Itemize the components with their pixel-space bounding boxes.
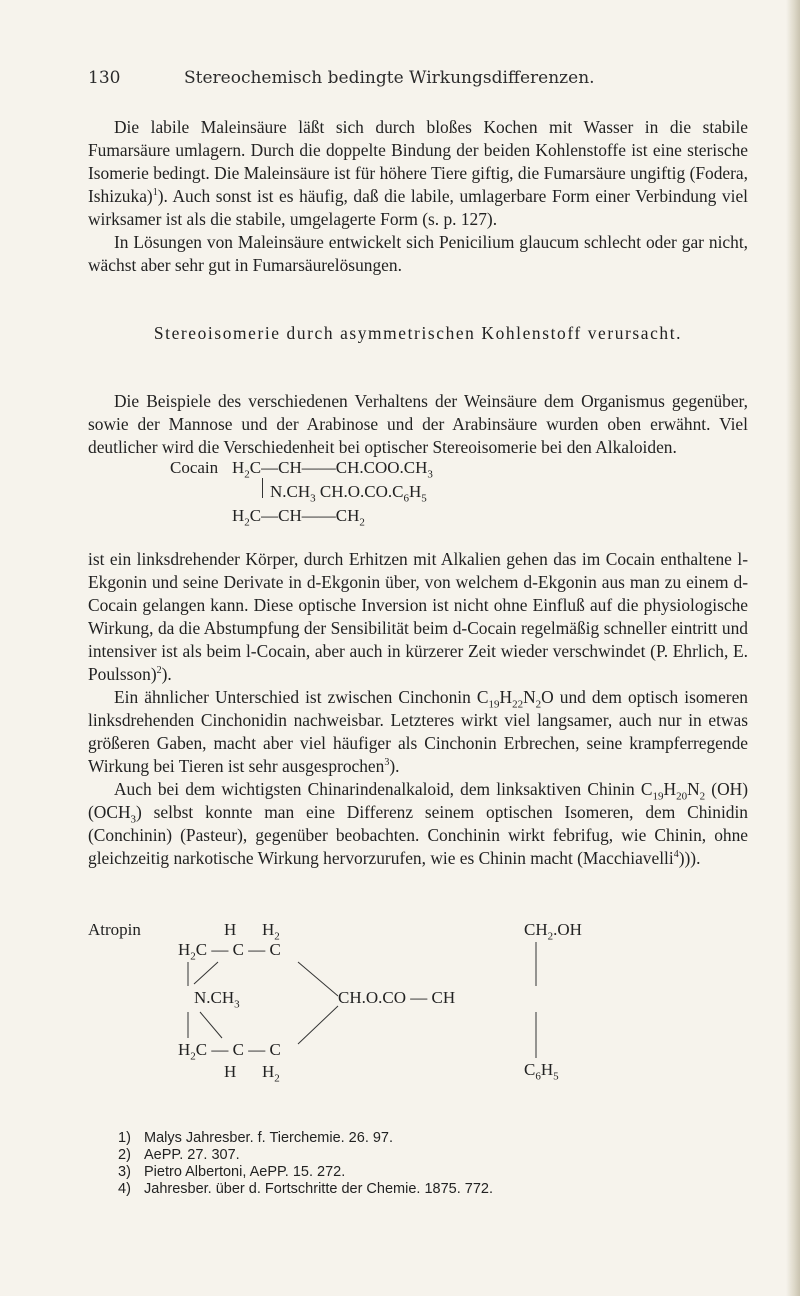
footnote-ref-2: 2 xyxy=(156,665,162,677)
body-text-weinsaeure xyxy=(88,390,748,459)
footnote-4: 4) Jahresber. über d. Fortschritte der Chemie. 1875. 772. xyxy=(118,1181,493,1197)
section-heading: Stereoisomerie durch asymmetrischen Kohlenstoff verursacht. xyxy=(153,323,683,343)
page-edge-shadow xyxy=(786,0,800,1296)
footnote-ref-4: 4 xyxy=(673,849,679,861)
paragraph-maleinsaeure: Die labile Maleinsäure läßt sich durch bloßes Kochen mit Wasser in die stabile Fumarsäure umlagern. Durch die doppelte Bindung der beiden Kohlenstoffe ist eine sterische Isomerie bedingt. Die Maleinsäure ist für höhere Tiere giftig, die Fumarsäure ungiftig (Fodera, Ishizuka)$^1$). Auch sonst ist es häufig, daß die labile, umlagerbare Form einer Verbindung viel wirksamer ist als die stabile, umgelagerte Form (s. p. 127). xyxy=(88,117,748,229)
paragraph-cinchonin: Ein ähnlicher Unterschied ist zwischen Cinchonin $C_{19}H_{22}N_2O$ und dem optisch isomeren linksdrehenden Cinchonidin nachweisbar. Letzteres wirkt viel langsamer, auch nur in etwas größeren Gaben, macht aber viel häufiger als Cinchonin Erbrechen, seine krampferregende Wirkung bei Tieren ist sehr ausgesprochen$^3$). xyxy=(88,687,748,776)
cocain-bond-line xyxy=(262,478,263,498)
paragraph-chinin: Auch bei dem wichtigsten Chinarindenalkaloid, dem linksaktiven Chinin $C_{19}H_{20}N_2$ (OH) $(OCH_3)$ selbst konnte man eine Differenz seinem optischen Isomeren, dem Chinidin (Conchinin) (Pasteur), gegenüber beobachten. Conchinin wirkt febrifug, wie Chinin, ohne gleichzeitig narkotische Wirkung hervorzurufen, wie es Chinin macht (Macchiavelli$^4$))). xyxy=(88,779,748,868)
cocain-formula: Cocain $H_2C—CH——CH.COO.CH_3$ $N.CH_3$ $CH.O.CO.C_6H_5$ $H_2C—CH——CH_2$ xyxy=(170,458,433,529)
footnote-2: 2) AePP. 27. 307. xyxy=(118,1147,240,1163)
body-text-cocain xyxy=(88,548,748,870)
paragraph-penicilium: In Lösungen von Maleinsäure entwickelt sich Penicilium glaucum schlecht oder gar nicht, wächst aber sehr gut in Fumarsäurelösungen. xyxy=(88,232,748,275)
bond-diag-bottom-right xyxy=(298,1006,338,1044)
bond-diag-top-left xyxy=(194,962,218,984)
footnote-1: 1) Malys Jahresber. f. Tierchemie. 26. 97. xyxy=(118,1130,394,1146)
running-title: Stereochemisch bedingte Wirkungsdifferenzen. xyxy=(184,68,595,88)
cocain-label: Cocain xyxy=(170,458,219,477)
atropin-formula: Atropin H $H_2$ $H_2C$ — C — C $CH_2.OH$ $N.CH_3$ CH.O.CO — CH $H_2C$ — C — C H $H_2$ $C_6H_5$ xyxy=(88,920,688,1120)
atropin-bonds xyxy=(88,920,688,1120)
body-text-top xyxy=(88,116,748,277)
footnote-ref-1: 1 xyxy=(152,187,158,199)
footnotes xyxy=(118,1130,738,1198)
paragraph-weinsaeure: Die Beispiele des verschiedenen Verhaltens der Weinsäure dem Organismus gegenüber, sowie der Mannose und der Arabinose und der Arabinsäure wurden oben erwähnt. Viel deutlicher wird die Verschiedenheit bei optischer Stereoisomerie bei den Alkaloiden. xyxy=(88,391,748,457)
paragraph-cocain: ist ein linksdrehender Körper, durch Erhitzen mit Alkalien gehen das im Cocain enthaltene l-Ekgonin und seine Derivate in d-Ekgonin über, von welchem d-Ekgonin aus man zu einem d-Cocain gelangen kann. Diese optische Inversion ist nicht ohne Einfluß auf die physiologische Wirkung, da die Abstumpfung der Sensibilität beim d-Cocain regelmäßig schneller eintritt und intensiver ist als beim l-Cocain, aber auch in kürzerer Zeit wieder verschwindet (P. Ehrlich, E. Poulsson)$^2$). xyxy=(88,549,748,684)
atropin-label: Atropin xyxy=(88,920,141,939)
footnote-3: 3) Pietro Albertoni, AePP. 15. 272. xyxy=(118,1164,346,1180)
bond-diag-bottom-left xyxy=(200,1012,222,1038)
page-number: 130 xyxy=(88,68,121,88)
bond-diag-top-right xyxy=(298,962,338,996)
footnote-ref-3: 3 xyxy=(384,757,390,769)
